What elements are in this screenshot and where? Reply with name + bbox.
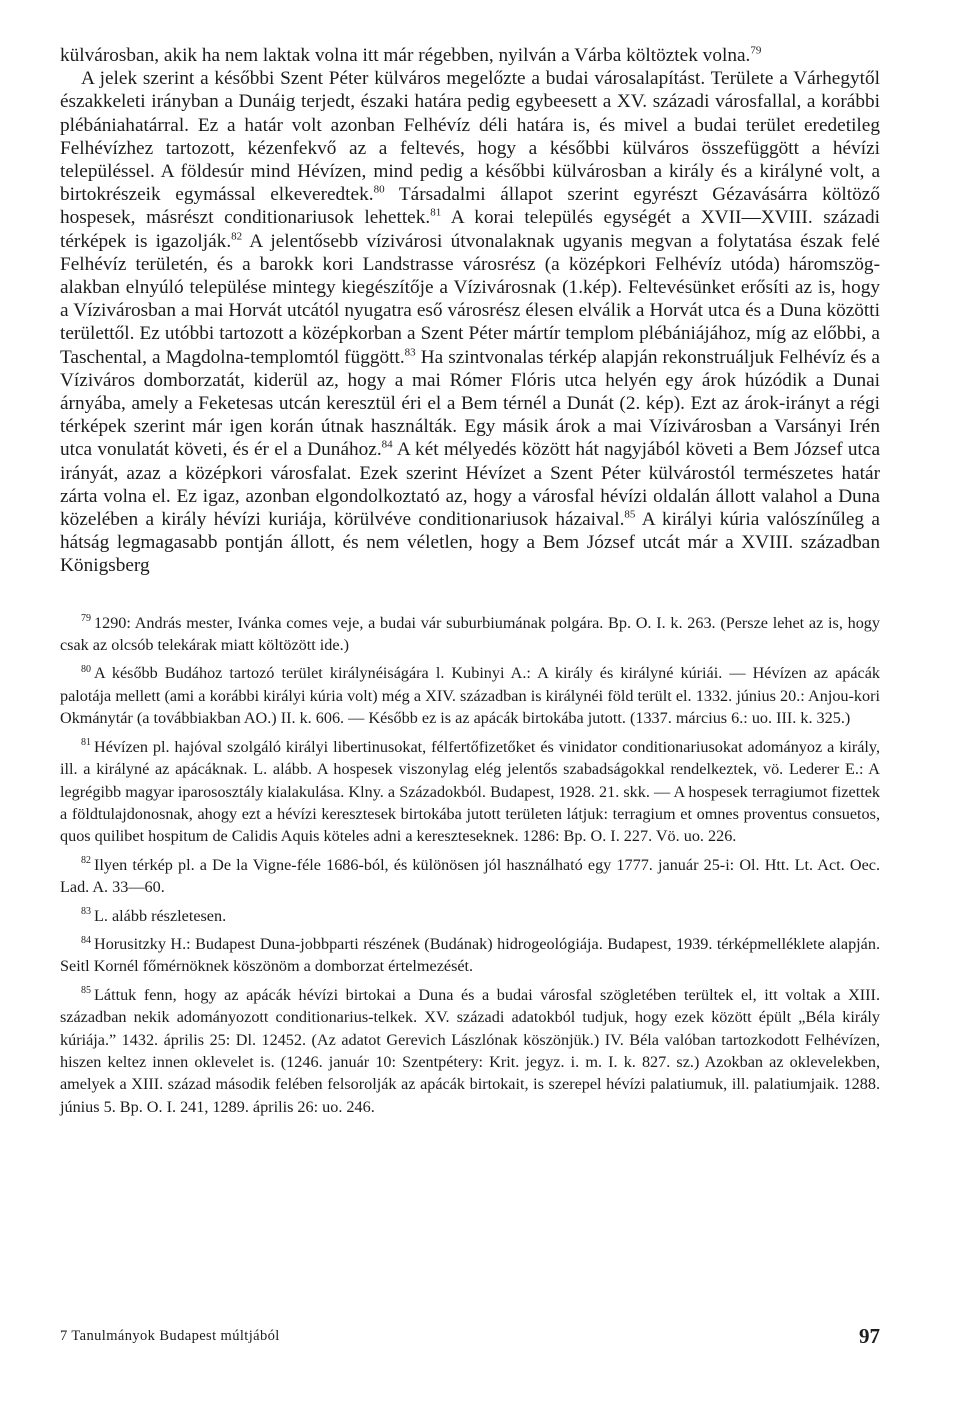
footnote-text: L. alább részletesen. xyxy=(94,906,227,925)
paragraph-1-text: külvárosban, akik ha nem laktak volna itt már régebben, nyilván a Várba költöztek volna. xyxy=(60,45,751,66)
footnote-85 xyxy=(60,984,880,1118)
footnote-text: A később Budához tartozó terület királynéiságára l. Kubinyi A.: A király és királyné kúriái. — Hévízen az apácák palotája mellett (ami a korábbi királyi kúria volt) még a XIV. században is királynéi föld terült el. 1332. június 20.: Anjou-kori Okmánytár (a továbbiakban AO.) II. k. 606. — Később ez is az apácák birtokába jutott. (1337. március 6.: uo. III. k. 325.) xyxy=(60,664,880,728)
footnote-ref-79[interactable]: 79 xyxy=(750,44,762,57)
footnote-84 xyxy=(60,933,880,978)
footnote-ref-85[interactable]: 85 xyxy=(624,508,636,521)
footnote-number: 83 xyxy=(81,906,91,918)
footnote-text: Ilyen térkép pl. a De la Vigne-féle 1686-ból, és különösen jól használható egy 1777. január 25-i: Ol. Htt. Lt. Act. Oec. Lad. A. 33—60. xyxy=(60,855,880,897)
footnote-text: Hévízen pl. hajóval szolgáló királyi libertinusokat, félfertőfizetőket és vinidator conditionariusokat adományoz a király, ill. a királyné az apácáknak. L. alább. A hospesek viszonylag elég jelentős szabadságokkal rendelkeztek, vö. Lederer E.: A legrégibb magyar iparososztály kialakulása. Klny. a Századokból. Budapest, 1928. 21. skk. — A hospesek terragiumot fizettek a földtulajdonosnak, ahogy ezt a hévízi keresztesek birtokába jutott területen látjuk: terragium et omnes proventus consuetos, quos quilibet hospitum de Calidis Aquis köteles adni a kereszteseknek. 1286: Bp. O. I. 227. Vö. uo. 226. xyxy=(60,737,880,846)
paragraph-2 xyxy=(60,67,880,577)
footnote-number: 81 xyxy=(81,737,91,749)
footnote-ref-82[interactable]: 82 xyxy=(231,230,243,243)
footnote-80 xyxy=(60,662,880,729)
footnote-ref-80[interactable]: 80 xyxy=(373,183,385,196)
paragraph-2-text-a: A jelek szerint a későbbi Szent Péter külváros megelőzte a budai városalapítást. Területe a Várhegytől északkeleti irányban a Dunáig terjedt, északi határa pedig egybeesett a XV. századi városfallal, a korábbi plébániahatárral. Ez a határ volt azonban Felhévíz déli határa is, és mivel a budai terület eredetileg Felhévízhez tartozott, kézenfekvő az a feltevés, hogy a későbbi külváros összefüggött a hévízi településsel. A földesúr mind Hévízen, mind pedig a későbbi külvárosban a király és a királyné volt, a birtokrészeik egymással elkeveredtek. xyxy=(60,68,880,206)
paragraph-2-text-g: A királyi kúria valószínűleg a hátság legmagasabb pontján állott, és nem véletlen, hogy a Bem József utcát már a XVIII. században Königsberg xyxy=(60,509,880,577)
main-text xyxy=(60,44,880,578)
footnote-81 xyxy=(60,736,880,848)
signature-mark: 7 Tanulmányok Budapest múltjából xyxy=(60,1328,280,1344)
paragraph-1 xyxy=(60,44,880,67)
paragraph-2-text-e: Ha szintvonalas térkép alapján rekonstruáljuk Felhévíz és a Víziváros domborzatát, kiderül az, hogy a mai Rómer Flóris utca helyén egy árok húzódik a Dunai árnyába, amely a Feketesas utcán keresztül éri el a Bem térnél a Dunát (2. kép). Ezt az árok-irányt a régi térképek szerint már igen korán útnak használták. Egy másik árok a mai Vízivárosban a Varsányi Irén utca vonulatát követi, és ér el a Dunához. xyxy=(60,346,880,461)
footnote-ref-84[interactable]: 84 xyxy=(381,439,393,452)
paragraph-2-text-c: A korai település egységét a XVII—XVIII. századi térképek is igazolják. xyxy=(60,207,880,252)
page-content xyxy=(60,44,880,1124)
footnote-text: 1290: András mester, Ivánka comes veje, a budai vár suburbiumának polgára. Bp. O. I. k. 263. (Persze lehet az is, hogy csak az olcsób telekárak miatt költözött ide.) xyxy=(60,613,880,655)
footnote-number: 80 xyxy=(81,664,91,676)
footnote-number: 85 xyxy=(81,985,91,997)
footnote-ref-81[interactable]: 81 xyxy=(430,207,442,219)
footnote-79 xyxy=(60,612,880,657)
footnote-number: 84 xyxy=(81,934,91,946)
footnote-number: 79 xyxy=(81,613,91,625)
footnote-ref-83[interactable]: 83 xyxy=(404,346,416,359)
paragraph-2-text-b: Társadalmi állapot szerint egyrészt Gézavásárra költöző hospesek, másrészt conditionariusok lehettek. xyxy=(60,184,880,229)
paragraph-2-text-f: A két mélyedés között hát nagyjából követi a Bem József utca irányát, azaz a középkori városfalat. Ezek szerint Hévízet a Szent Péter külvárostól természetes határ zárta volna el. Ez igaz, azonban elgondolkoztató az, hogy a városfal hévízi oldalán állott valahol a Duna közelében a király hévízi kuriája, körülvéve conditionariusok házaival. xyxy=(60,439,880,531)
footnote-text: Horusitzky H.: Budapest Duna-jobbparti részének (Budának) hidrogeológiája. Budapest, 1939. térképmelléklete alapján. Seitl Kornél főmérnöknek köszönöm a domborzat értelmezését. xyxy=(60,934,880,976)
footnote-83 xyxy=(60,905,880,927)
page-footer xyxy=(60,1324,880,1354)
footnotes xyxy=(60,612,880,1119)
footnote-82 xyxy=(60,854,880,899)
paragraph-2-text-d: A jelentősebb vízivárosi útvonalaknak ugyanis megvan a folytatása észak felé Felhévíz területén, és a barokk kori Landstrasse városrész (a középkori Felhévíz utóda) háromszög-alakban elnyúló települése mintegy kiegészítője a Vízivárosnak (1.kép). Feltevésünket erősíti az is, hogy a Vízivárosban a mai Horvát utcától nyugatra eső városrész élesen elválik a Horvát utca és a Duna közötti területtől. Ez utóbbi tartozott a középkorban a Szent Péter mártír templom plébániájához, míg az előbbi, a Taschental, a Magdolna-templomtól függött. xyxy=(60,230,880,368)
footnote-text: Láttuk fenn, hogy az apácák hévízi birtokai a Duna és a budai városfal szögletében terültek el, itt voltak a XIII. században nekik adományozott conditionarius-telkek. XV. századi adatokból tudjuk, hogy ezek között épült „Béla király kúriája.” 1432. április 25: Dl. 12452. (Az adatot Gerevich Lászlónak köszönjük.) IV. Béla valóban tartozkodott Felhévízen, hiszen keltez innen oklevelet is. (1246. január 10: Szentpétery: Krit. jegyz. i. m. I. k. 827. sz.) Azokban az oklevelekben, amelyek a XIII. század második felében felsorolják az apácák birtokait, is szerepel hévízi palatiumuk, ill. palatiumjaik. 1288. június 5. Bp. O. I. 241, 1289. április 26: uo. 246. xyxy=(60,985,880,1116)
footnote-number: 82 xyxy=(81,855,91,867)
page-number: 97 xyxy=(859,1324,880,1348)
